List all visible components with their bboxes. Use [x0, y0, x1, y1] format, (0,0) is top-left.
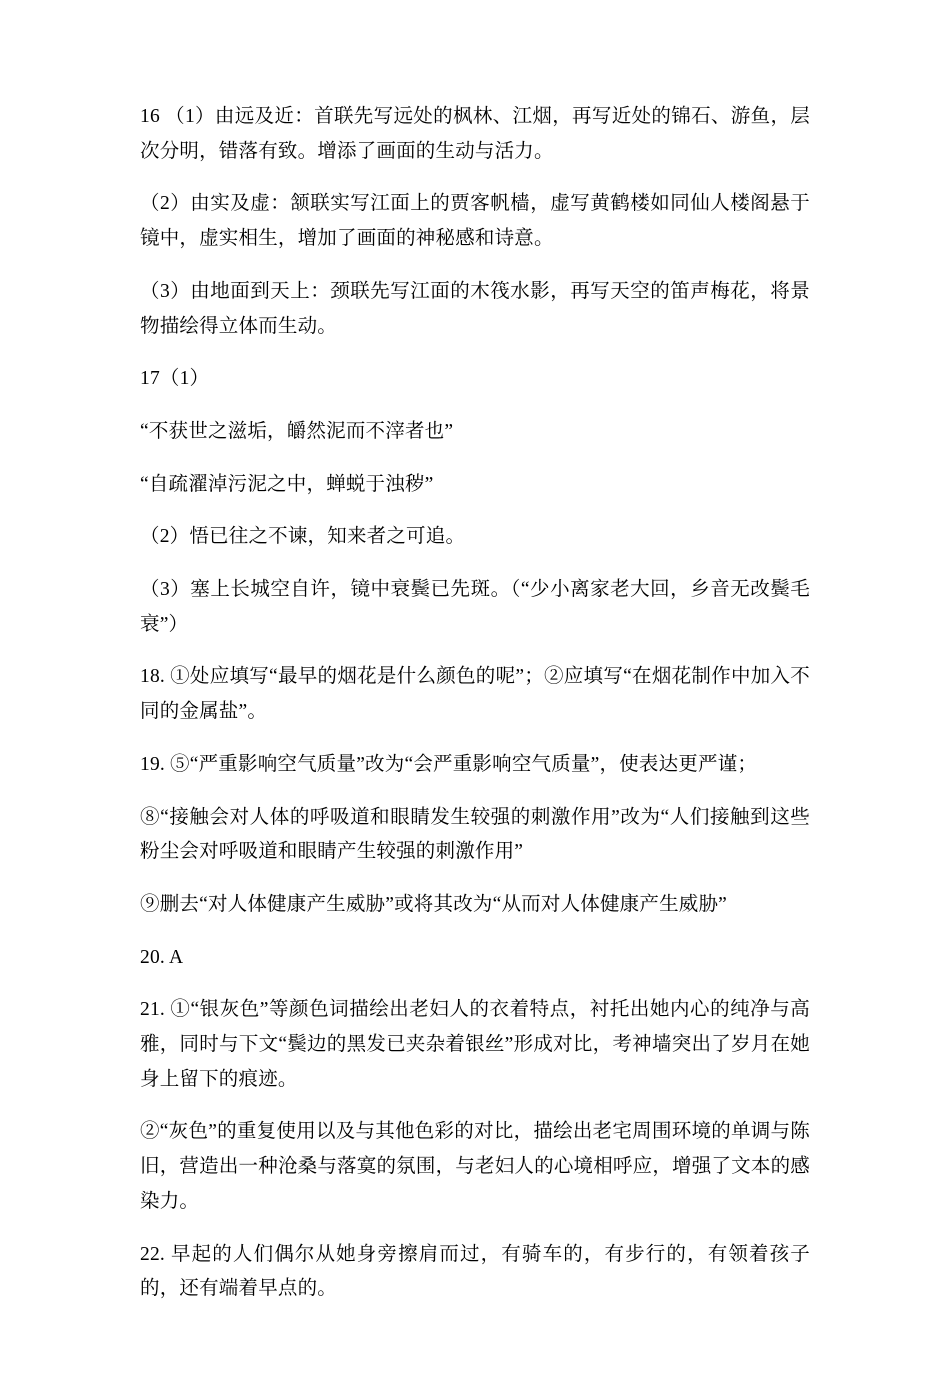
answer-quote-17-2: “自疏濯淖污泥之中，蝉蜕于浊秽”	[140, 473, 434, 495]
answer-paragraph-21-2: ②“灰色”的重复使用以及与其他色彩的对比，描绘出老宅周围环境的单调与陈旧，营造出一种沧桑与落寞的氛围，与老妇人的心境相呼应，增强了文本的感染力。	[140, 1121, 810, 1212]
answer-paragraph-20: 20. A	[140, 946, 184, 968]
answer-paragraph-17-heading: 17（1）	[140, 368, 210, 390]
answer-paragraph-19-1: 19. ⑤“严重影响空气质量”改为“会严重影响空气质量”，使表达更严谨；	[140, 753, 758, 775]
answer-paragraph-18: 18. ①处应填写“最早的烟花是什么颜色的呢”；②应填写“在烟花制作中加入不同的金属盐”。	[140, 666, 810, 723]
answer-paragraph-16-2: （2）由实及虚：颔联实写江面上的贾客帆樯，虚写黄鹤楼如同仙人楼阁悬于镜中，虚实相生，增加了画面的神秘感和诗意。	[140, 193, 810, 250]
answer-paragraph-17-2: （2）悟已往之不谏，知来者之可追。	[140, 526, 466, 548]
answer-paragraph-19-3: ⑨删去“对人体健康产生威胁”或将其改为“从而对人体健康产生威胁”	[140, 893, 728, 915]
answer-paragraph-21-1: 21. ①“银灰色”等颜色词描绘出老妇人的衣着特点，衬托出她内心的纯净与高雅，同时与下文“鬓边的黑发已夹杂着银丝”形成对比，考神墙突出了岁月在她身上留下的痕迹。	[140, 999, 810, 1090]
answer-paragraph-17-3: （3）塞上长城空自许，镜中衰鬓已先斑。（“少小离家老大回，乡音无改鬓毛衰”）	[140, 579, 810, 635]
answer-paragraph-22: 22. 早起的人们偶尔从她身旁擦肩而过，有骑车的，有步行的，有领着孩子的，还有端着早点的。	[140, 1243, 810, 1300]
answer-quote-17-1: “不获世之滋垢，皭然泥而不滓者也”	[140, 420, 454, 442]
answer-paragraph-16-1: 16 （1）由远及近：首联先写远处的枫林、江烟，再写近处的锦石、游鱼，层次分明，错落有致。增添了画面的生动与活力。	[140, 106, 810, 162]
answer-paragraph-16-3: （3）由地面到天上：颈联先写江面的木筏水影，再写天空的笛声梅花，将景物描绘得立体而生动。	[140, 280, 810, 337]
answer-paragraph-19-2: ⑧“接触会对人体的呼吸道和眼睛发生较强的刺激作用”改为“人们接触到这些粉尘会对呼吸道和眼睛产生较强的刺激作用”	[140, 806, 810, 863]
